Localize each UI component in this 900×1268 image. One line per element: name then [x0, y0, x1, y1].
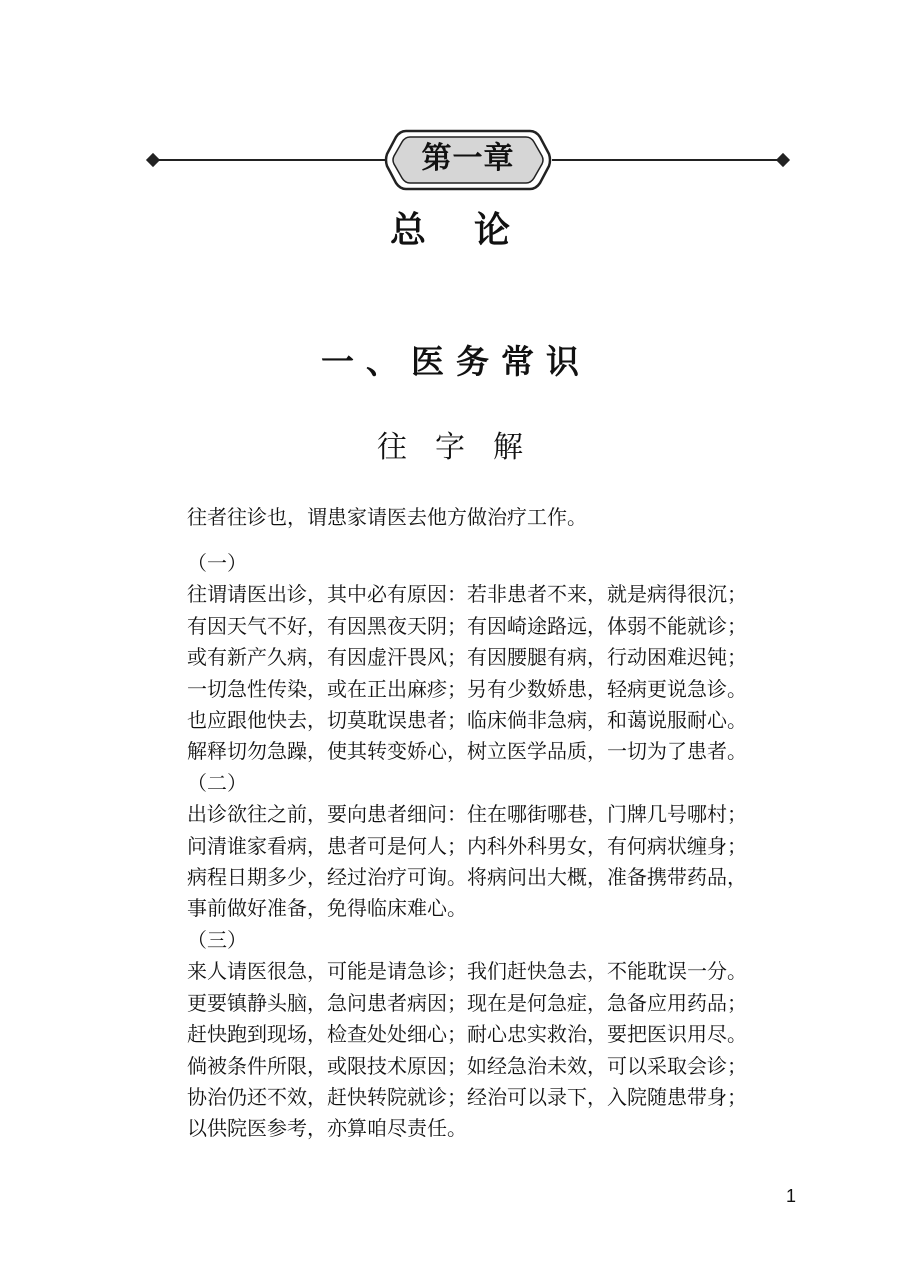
text-line: 协治仍还不效，赶快转院就诊；经治可以录下，入院随患带身； — [187, 1084, 747, 1109]
banner-rule-right — [552, 159, 780, 161]
text-line: 或有新产久病，有因虚汗畏风；有因腰腿有病，行动困难迟钝； — [187, 645, 747, 670]
ornament-diamond-left-icon — [146, 153, 160, 167]
banner-rule-left — [158, 159, 388, 161]
chapter-badge — [384, 128, 552, 192]
text-line: 往谓请医出诊，其中必有原因：若非患者不来，就是病得很沉； — [187, 582, 747, 607]
text-line: （二） — [187, 770, 247, 795]
text-line: 事前做好准备，免得临床难心。 — [187, 896, 467, 921]
section-title: 一、医务常识 — [321, 342, 591, 381]
text-line: （三） — [187, 927, 247, 952]
ornament-diamond-right-icon — [776, 153, 790, 167]
body-text — [187, 500, 747, 1145]
page-number: 1 — [785, 1186, 796, 1206]
text-line: （一） — [187, 551, 247, 575]
text-line: 以供院医参考，亦算咱尽责任。 — [187, 1116, 467, 1141]
chapter-title: 总论 — [389, 210, 558, 251]
text-line: 病程日期多少，经过治疗可询。将病问出大概，准备携带药品， — [187, 865, 747, 890]
text-line: 解释切勿急躁，使其转变娇心，树立医学品质，一切为了患者。 — [187, 739, 747, 764]
text-line: 一切急性传染，或在正出麻疹；另有少数娇患，轻病更说急诊。 — [187, 676, 747, 701]
text-line: 倘被条件所限，或限技术原因；如经急治未效，可以采取会诊； — [187, 1053, 747, 1078]
text-line: 来人请医很急，可能是请急诊；我们赶快急去，不能耽误一分。 — [187, 959, 747, 984]
chapter-banner — [140, 128, 796, 192]
intro-paragraph: 往者往诊也，谓患家请医去他方做治疗工作。 — [187, 505, 587, 529]
text-line: 也应跟他快去，切莫耽误患者；临床倘非急病，和蔼说服耐心。 — [187, 708, 747, 733]
section-subtitle: 往字解 — [377, 430, 551, 465]
text-line: 问清谁家看病，患者可是何人；内科外科男女，有何病状缠身； — [187, 833, 747, 858]
text-line: 赶快跑到现场，检查处处细心；耐心忠实救治，要把医识用尽。 — [187, 1022, 747, 1047]
text-line: 出诊欲往之前，要向患者细问：住在哪街哪巷，门牌几号哪村； — [187, 802, 747, 827]
chapter-label: 第一章 — [421, 141, 515, 176]
text-line: 更要镇静头脑，急问患者病因；现在是何急症，急备应用药品； — [187, 990, 747, 1015]
text-line: 有因天气不好，有因黑夜天阴；有因崎途路远，体弱不能就诊； — [187, 613, 747, 638]
